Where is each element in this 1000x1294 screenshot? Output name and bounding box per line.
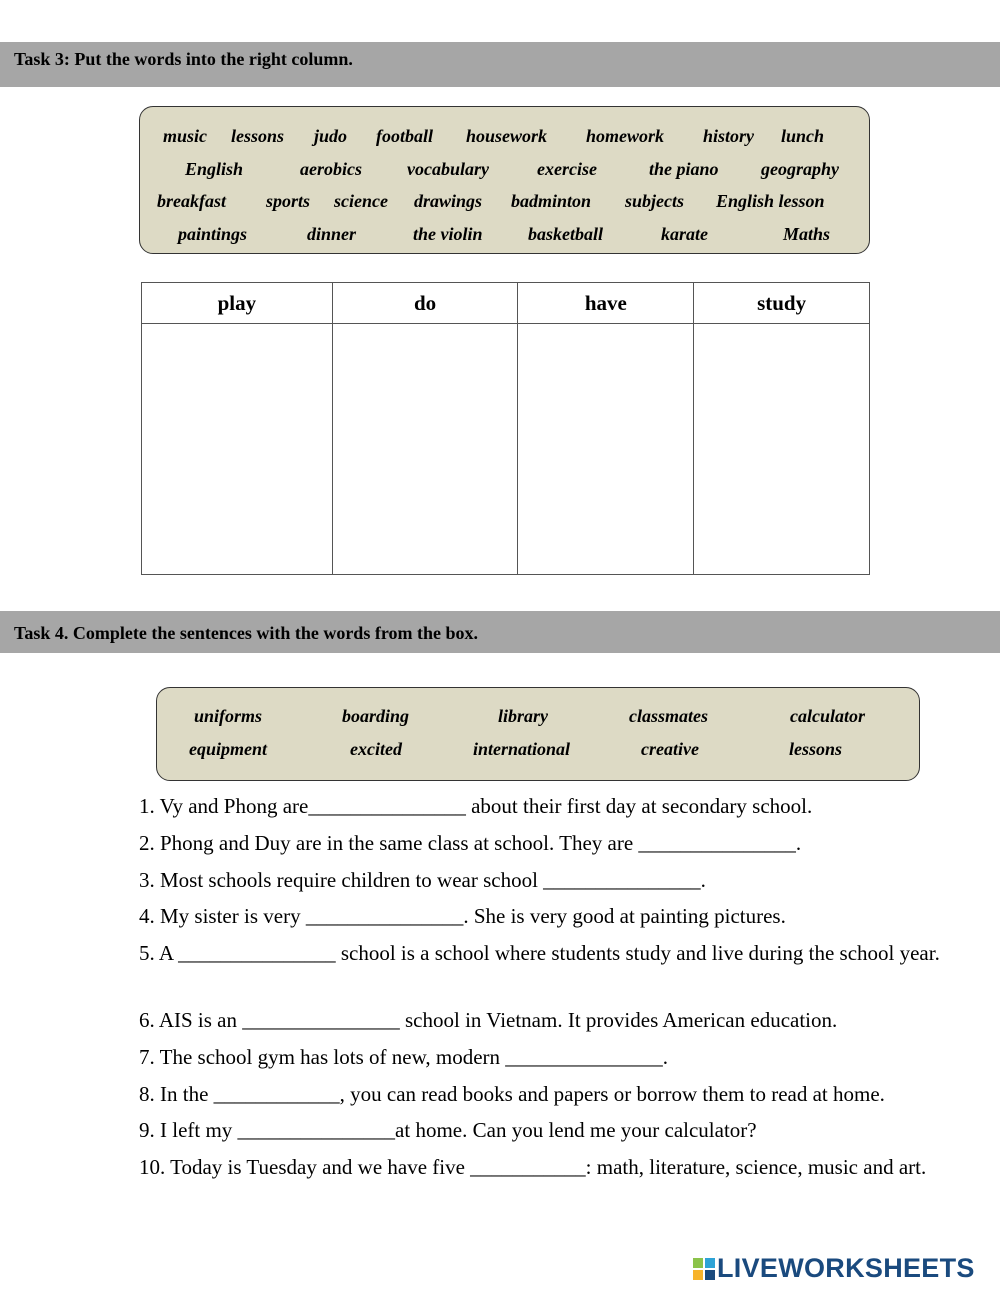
word-item[interactable]: drawings <box>414 191 483 211</box>
word-item[interactable]: English lesson <box>716 191 825 211</box>
word-item[interactable]: karate <box>661 224 708 244</box>
word-item[interactable]: Maths <box>783 224 831 244</box>
word-item[interactable]: the violin <box>413 224 483 244</box>
column-header-have: have <box>518 283 694 324</box>
word-item[interactable]: science <box>334 191 388 211</box>
word-item[interactable]: judo <box>314 126 348 146</box>
word-item[interactable]: aerobics <box>300 159 362 179</box>
word-row <box>140 222 869 246</box>
column-header-play: play <box>142 283 333 324</box>
word-item[interactable]: history <box>703 126 755 146</box>
word-item[interactable]: geography <box>761 159 839 179</box>
word-item[interactable]: lunch <box>781 126 825 146</box>
word-item[interactable]: football <box>376 126 433 146</box>
liveworksheets-logo-icon <box>693 1258 715 1280</box>
word-item: lessons <box>789 739 843 759</box>
word-item: excited <box>350 739 402 759</box>
word-item[interactable]: badminton <box>511 191 592 211</box>
table-drop-row <box>142 324 870 575</box>
column-header-study: study <box>694 283 870 324</box>
word-item[interactable]: sports <box>266 191 311 211</box>
word-item[interactable]: exercise <box>537 159 597 179</box>
word-row <box>140 189 869 213</box>
task3-heading: Task 3: Put the words into the right column. <box>0 42 1000 87</box>
word-row <box>140 124 869 148</box>
task3-word-box <box>139 106 870 254</box>
sentence-9[interactable]: 9. I left my _______________at home. Can you lend me your calculator? <box>139 1118 757 1142</box>
sentence-10[interactable]: 10. Today is Tuesday and we have five ___________: math, literature, science, music and art. <box>139 1155 927 1179</box>
drop-zone-have[interactable] <box>518 324 694 575</box>
word-item: boarding <box>342 706 410 726</box>
word-item[interactable]: vocabulary <box>407 159 489 179</box>
sentence-5[interactable]: 5. A _______________ school is a school where students study and live during the school year. <box>139 941 940 965</box>
word-item[interactable]: English <box>185 159 244 179</box>
drop-zone-study[interactable] <box>694 324 870 575</box>
word-item: international <box>473 739 571 759</box>
sentence-1[interactable]: 1. Vy and Phong are_______________ about their first day at secondary school. <box>139 794 813 818</box>
task4-word-box <box>156 687 920 781</box>
word-item[interactable]: basketball <box>528 224 603 244</box>
word-item: library <box>498 706 549 726</box>
word-item[interactable]: homework <box>586 126 665 146</box>
word-row <box>157 737 919 761</box>
word-item[interactable]: paintings <box>178 224 248 244</box>
word-item: creative <box>641 739 699 759</box>
word-item: equipment <box>189 739 268 759</box>
word-item[interactable]: breakfast <box>157 191 226 211</box>
sentence-2[interactable]: 2. Phong and Duy are in the same class at school. They are _______________. <box>139 831 802 855</box>
word-item[interactable]: housework <box>466 126 548 146</box>
task4-heading: Task 4. Complete the sentences with the words from the box. <box>0 611 1000 653</box>
sentence-3[interactable]: 3. Most schools require children to wear school _______________. <box>139 868 706 892</box>
sentence-7[interactable]: 7. The school gym has lots of new, modern _______________. <box>139 1045 669 1069</box>
liveworksheets-logo-text: LIVEWORKSHEETS <box>717 1253 975 1283</box>
word-item: calculator <box>790 706 865 726</box>
word-item[interactable]: the piano <box>649 159 719 179</box>
word-item[interactable]: dinner <box>307 224 357 244</box>
word-item[interactable]: music <box>163 126 208 146</box>
drop-zone-play[interactable] <box>142 324 333 575</box>
word-item: classmates <box>629 706 708 726</box>
column-header-do: do <box>332 283 518 324</box>
table-header-row <box>142 283 870 324</box>
word-item[interactable]: lessons <box>231 126 285 146</box>
sentence-6[interactable]: 6. AIS is an _______________ school in Vietnam. It provides American education. <box>139 1008 838 1032</box>
word-row <box>140 157 869 181</box>
sorting-table <box>141 282 870 575</box>
sentence-8[interactable]: 8. In the ____________, you can read books and papers or borrow them to read at home. <box>139 1082 885 1106</box>
word-item: uniforms <box>194 706 263 726</box>
word-row <box>157 704 919 728</box>
drop-zone-do[interactable] <box>332 324 518 575</box>
sentence-4[interactable]: 4. My sister is very _______________. She is very good at painting pictures. <box>139 904 786 928</box>
word-item[interactable]: subjects <box>625 191 685 211</box>
